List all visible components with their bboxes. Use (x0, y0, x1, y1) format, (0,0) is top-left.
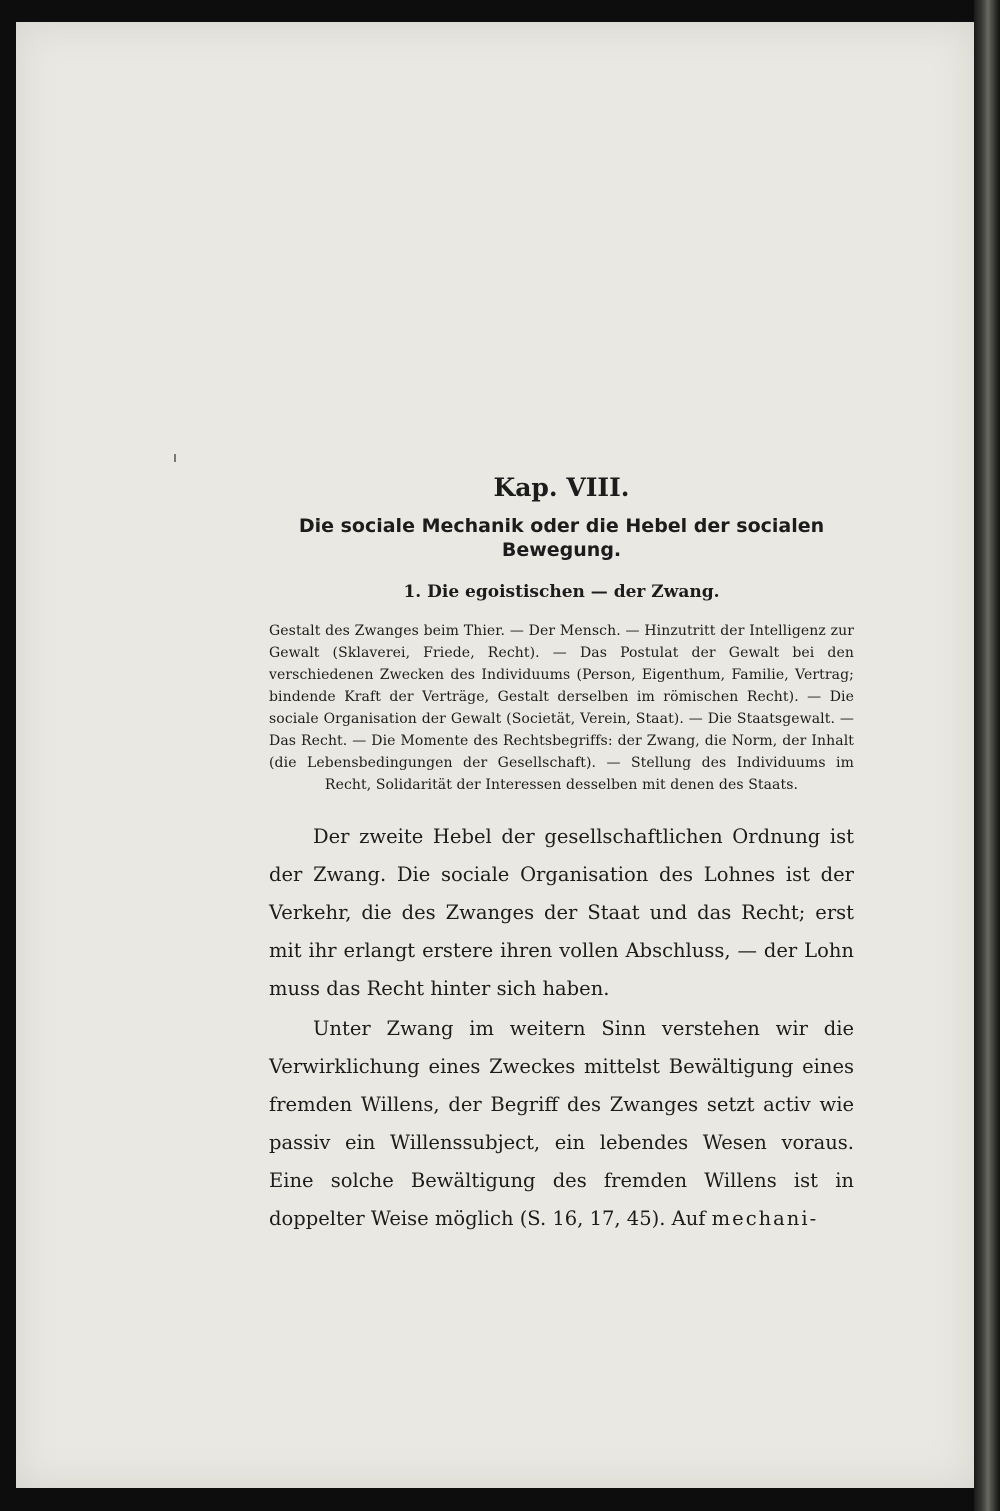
book-spine-edge (974, 0, 1000, 1511)
chapter-number: Kap. VIII. (493, 473, 630, 502)
paper-sheet (16, 22, 974, 1488)
body-paragraph-2-text: Unter Zwang im weitern Sinn verstehen wir die Verwirklichung eines Zweckes mittelst Bewältigung eines fremden Willens, der Begriff des Zwanges setzt activ wie passiv ein Willenssubject, ein lebendes Wesen voraus. Eine solche Bewältigung des fremden Willens ist in doppelter Weise möglich (S. 16, 17, 45). Auf (269, 1017, 854, 1230)
body-paragraph-2 (269, 1010, 854, 1238)
margin-mark (174, 454, 176, 462)
page-content (269, 452, 854, 1238)
body-paragraph-2-tail: mechani- (711, 1207, 819, 1230)
chapter-title: Die sociale Mechanik oder die Hebel der socialen Bewegung. (298, 515, 825, 561)
body-paragraph-1: Der zweite Hebel der gesellschaftlichen Ordnung ist der Zwang. Die sociale Organisation des Lohnes ist der Verkehr, die des Zwanges der Staat und das Recht; erst mit ihr erlangt erstere ihren vollen Abschluss, — der Lohn muss das Recht hinter sich haben. (269, 825, 854, 1000)
chapter-summary: Gestalt des Zwanges beim Thier. — Der Mensch. — Hinzutritt der Intelligenz zur Gewalt (Sklaverei, Friede, Recht). — Das Postulat der Gewalt bei den verschiedenen Zwecken des Individuums (Person, Eigenthum, Familie, Vertrag; bindende Kraft der Verträge, Gestalt derselben im römischen Recht). — Die sociale Organisation der Gewalt (Societät, Verein, Staat). — Die Staatsgewalt. — Das Recht. — Die Momente des Rechtsbegriffs: der Zwang, die Norm, der Inhalt (die Lebensbedingungen der Gesellschaft). — Stellung des Individuums im Recht, Solidarität der Interessen desselben mit denen des Staats. (269, 623, 854, 793)
section-heading: 1. Die egoistischen — der Zwang. (403, 582, 720, 602)
